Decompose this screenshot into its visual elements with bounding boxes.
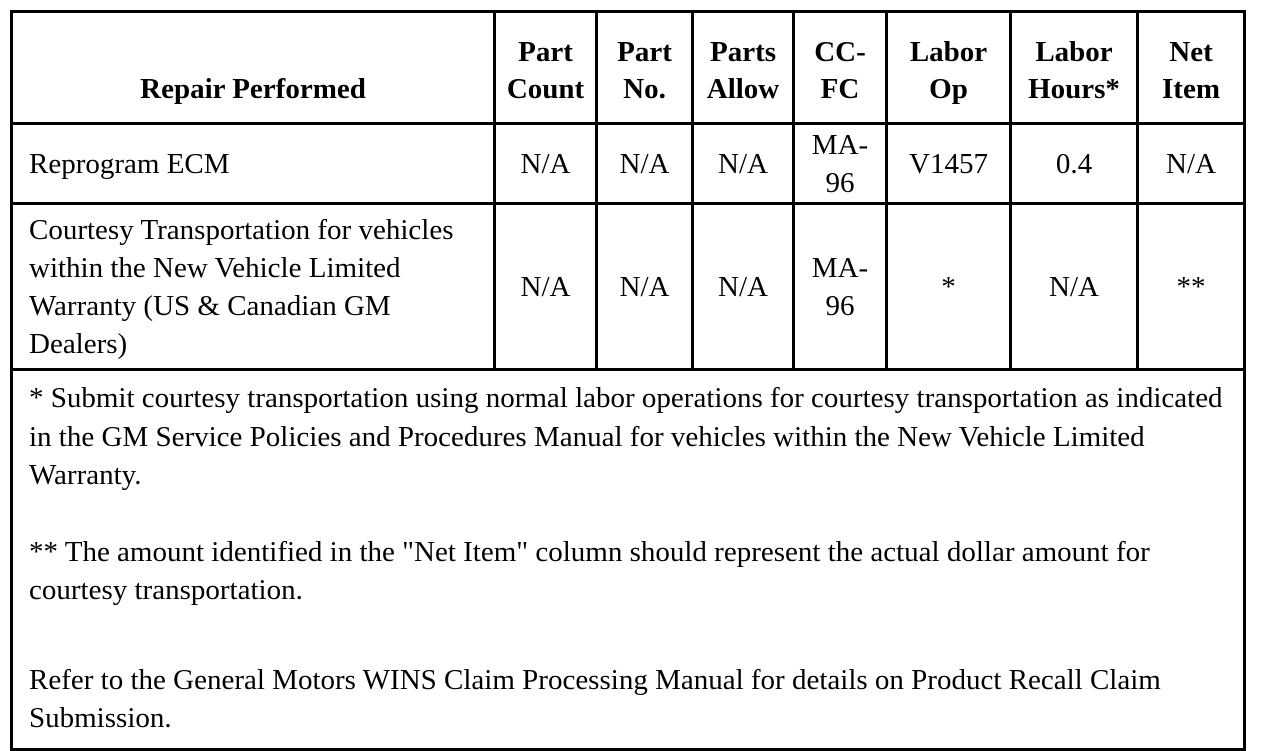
footnote-courtesy-labor: * Submit courtesy transportation using normal labor operations for courtesy transportation as indicated in the GM Service Policies and Procedures Manual for vehicles within the New Vehicle Limited Warranty. (29, 382, 1223, 491)
cell-cc-fc: MA-96 (794, 124, 887, 204)
header-labor-op: Labor Op (887, 12, 1011, 124)
table-header-row (12, 12, 1245, 124)
header-repair-performed: Repair Performed (12, 12, 495, 124)
cell-labor-op: V1457 (887, 124, 1011, 204)
cell-part-no: N/A (597, 204, 693, 370)
table-row (12, 124, 1245, 204)
cell-part-count: N/A (495, 124, 597, 204)
labor-claim-table (10, 10, 1246, 751)
cell-repair-performed: Courtesy Transportation for vehicles within the New Vehicle Limited Warranty (US & Canadian GM Dealers) (12, 204, 495, 370)
header-parts-allow: Parts Allow (693, 12, 794, 124)
cell-part-no: N/A (597, 124, 693, 204)
cell-net-item: N/A (1138, 124, 1245, 204)
cell-parts-allow: N/A (693, 124, 794, 204)
cell-labor-op: * (887, 204, 1011, 370)
cell-labor-hours: N/A (1011, 204, 1138, 370)
footnote-net-item: ** The amount identified in the "Net Item" column should represent the actual dollar amount for courtesy transportation. (29, 535, 1150, 606)
notes-row (12, 370, 1245, 750)
header-labor-hours: Labor Hours* (1011, 12, 1138, 124)
header-net-item: Net Item (1138, 12, 1245, 124)
header-part-no: Part No. (597, 12, 693, 124)
cell-parts-allow: N/A (693, 204, 794, 370)
table-row (12, 204, 1245, 370)
cell-repair-performed: Reprogram ECM (12, 124, 495, 204)
cell-net-item: ** (1138, 204, 1245, 370)
header-cc-fc: CC-FC (794, 12, 887, 124)
cell-cc-fc: MA-96 (794, 204, 887, 370)
header-part-count: Part Count (495, 12, 597, 124)
footnote-wins-manual: Refer to the General Motors WINS Claim Processing Manual for details on Product Recall Claim Submission. (29, 663, 1161, 734)
notes-cell (12, 370, 1245, 750)
cell-labor-hours: 0.4 (1011, 124, 1138, 204)
cell-part-count: N/A (495, 204, 597, 370)
